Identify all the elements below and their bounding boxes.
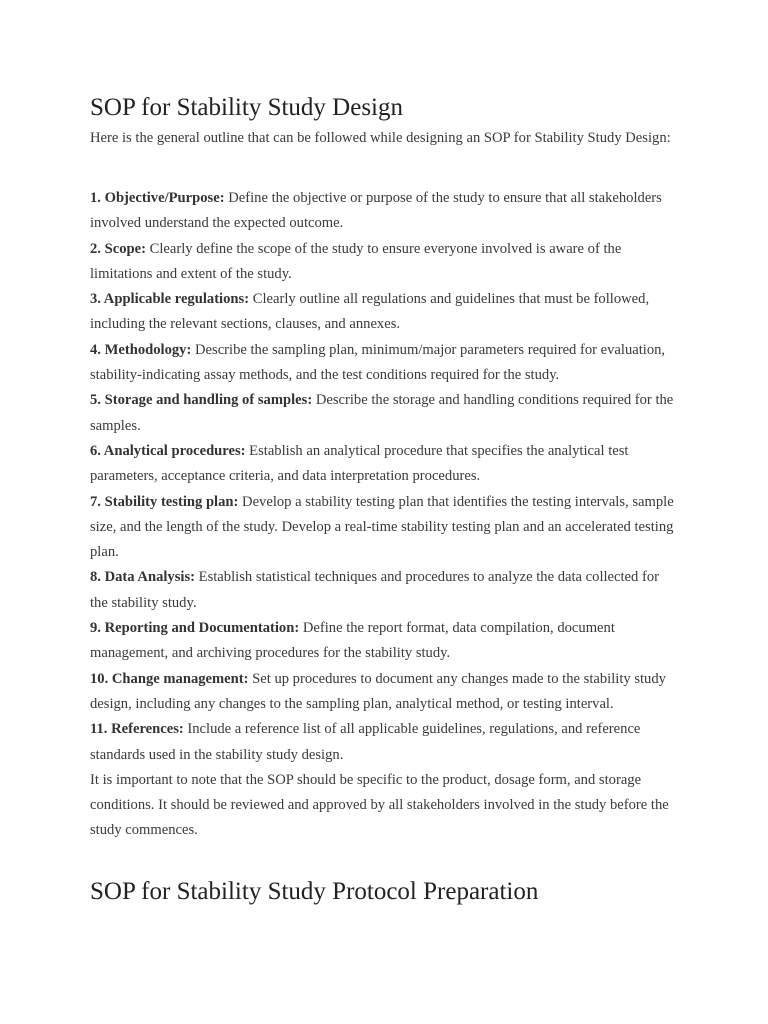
outline-item-change-management — [90, 667, 680, 718]
outline-item-objective — [90, 186, 680, 237]
outline-item-label: 5. Storage and handling of samples: — [90, 392, 313, 409]
outline-item-label: 3. Applicable regulations: — [90, 291, 250, 308]
outline-item-label: 4. Methodology: — [90, 341, 192, 358]
section-title: SOP for Stability Study Design — [90, 94, 403, 121]
intro-paragraph: Here is the general outline that can be followed while designing an SOP for Stability Study Design: — [90, 130, 671, 146]
outline-item-text: Establish statistical techniques and procedures to analyze the data collected for the stability study. — [90, 569, 660, 611]
outline-item-reporting — [90, 616, 680, 667]
outline-item-analytical-procedures — [90, 439, 680, 490]
outline-item-label: 7. Stability testing plan: — [90, 493, 239, 510]
outline-item-text: Establish an analytical procedure that specifies the analytical test parameters, acceptance criteria, and data interpretation procedures. — [90, 442, 629, 485]
outline-item-label: 1. Objective/Purpose: — [90, 190, 225, 206]
outline-item-text: Describe the sampling plan, minimum/major parameters required for evaluation, stability-indicating assay methods, and the test conditions required for the study. — [90, 341, 666, 384]
outline-list — [90, 186, 680, 844]
outline-item-text: Clearly outline all regulations and guidelines that must be followed, including the relevant sections, clauses, and annexes. — [90, 291, 650, 333]
outline-item-label: 9. Reporting and Documentation: — [90, 620, 300, 637]
outline-item-storage — [90, 388, 680, 439]
outline-item-text: Define the report format, data compilation, document management, and archiving procedures for the stability study. — [90, 620, 615, 662]
outline-item-label: 11. References: — [90, 721, 184, 738]
section-title: SOP for Stability Study Protocol Preparation — [90, 878, 539, 905]
outline-item-label: 10. Change management: — [90, 670, 249, 687]
outline-item-methodology — [90, 338, 680, 389]
closing-paragraph: It is important to note that the SOP should be specific to the product, dosage form, and storage conditions. It should be reviewed and approved by all stakeholders involved in the study before the study commences. — [90, 771, 669, 839]
outline-item-text: Set up procedures to document any changes made to the stability study design, including any changes to the sampling plan, analytical method, or testing interval. — [90, 670, 666, 712]
outline-item-text: Define the objective or purpose of the study to ensure that all stakeholders involved understand the expected outcome. — [90, 190, 662, 232]
outline-item-label: 2. Scope: — [90, 240, 146, 257]
outline-item-testing-plan — [90, 490, 680, 566]
outline-item-text: Describe the storage and handling conditions required for the samples. — [90, 392, 674, 434]
outline-item-label: 8. Data Analysis: — [90, 569, 196, 586]
outline-item-label: 6. Analytical procedures: — [90, 442, 246, 459]
outline-item-text: Clearly define the scope of the study to ensure everyone involved is aware of the limitations and extent of the study. — [90, 240, 622, 282]
outline-item-references — [90, 717, 680, 768]
outline-item-data-analysis — [90, 565, 680, 616]
outline-item-regulations — [90, 287, 680, 338]
outline-item-text: Include a reference list of all applicable guidelines, regulations, and reference standards used in the stability study design. — [90, 721, 641, 763]
outline-item-scope — [90, 237, 680, 288]
outline-item-text: Develop a stability testing plan that identifies the testing intervals, sample size, and the length of the study. Develop a real-time stability testing plan and an accelerated testing plan. — [90, 493, 674, 561]
